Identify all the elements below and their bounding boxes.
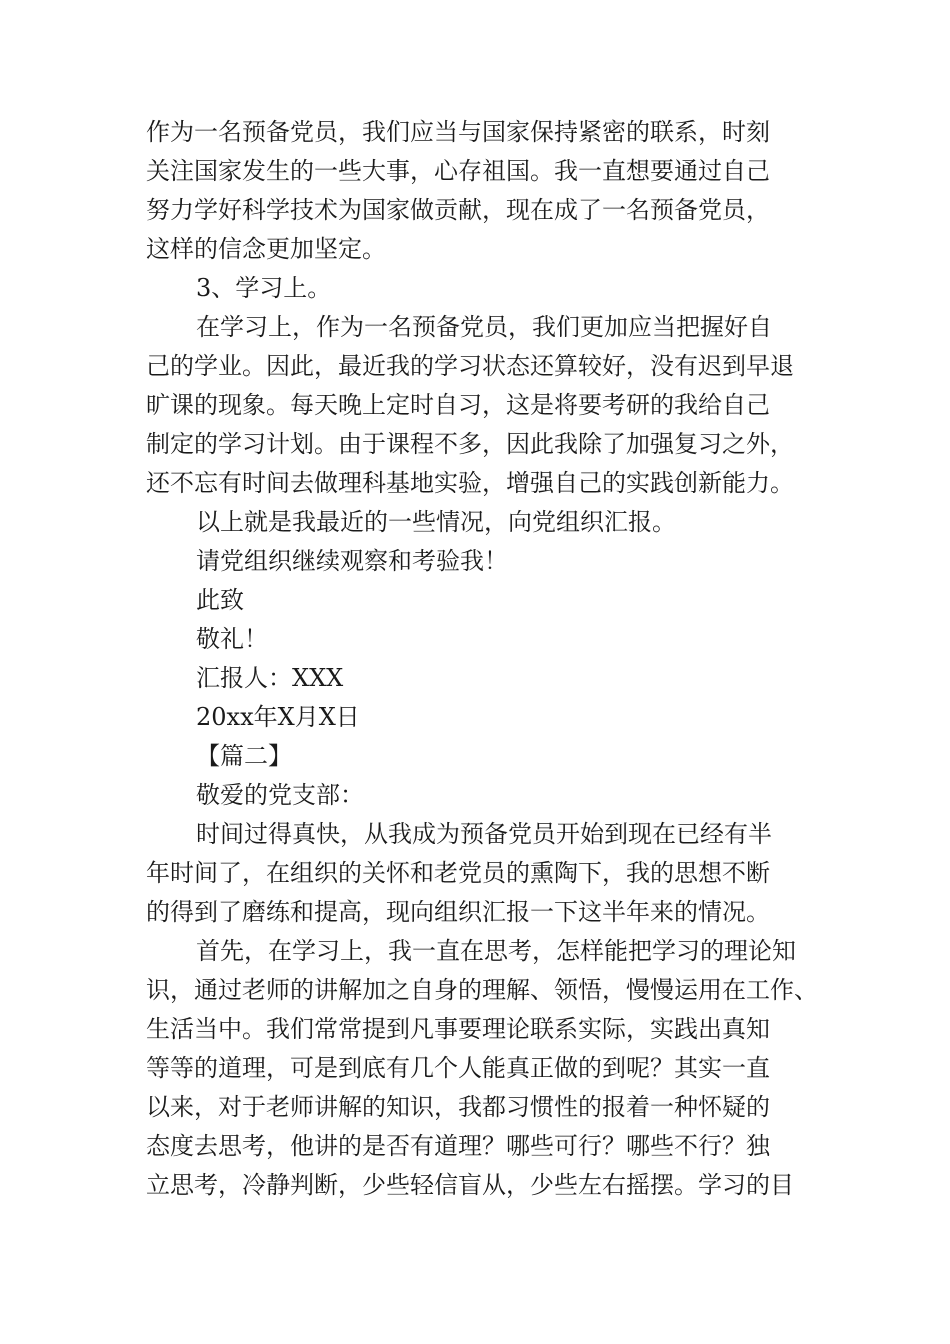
- text-line: 以来，对于老师讲解的知识，我都习惯性的报着一种怀疑的: [146, 1093, 770, 1121]
- paragraph-half-year: [146, 815, 826, 932]
- text-line: 等等的道理，可是到底有几个人能真正做的到呢？其实一直: [146, 1054, 770, 1082]
- closing-regards: 敬礼！: [196, 625, 268, 653]
- reporter-name: 汇报人：XXX: [196, 664, 344, 692]
- paragraph-request: 请党组织继续观察和考验我！: [196, 547, 508, 575]
- text-line: 己的学业。因此，最近我的学习状态还算较好，没有迟到早退: [146, 352, 794, 380]
- text-line: 关注国家发生的一些大事，心存祖国。我一直想要通过自己: [146, 157, 770, 185]
- paragraph-party-member-country: [146, 113, 826, 269]
- closing-salutation: 此致: [196, 586, 244, 614]
- paragraph-summary: 以上就是我最近的一些情况，向党组织汇报。: [196, 508, 676, 536]
- report-date: 20xx年X月X日: [196, 703, 360, 731]
- text-line: 这样的信念更加坚定。: [146, 235, 386, 263]
- text-line: 努力学好科学技术为国家做贡献，现在成了一名预备党员，: [146, 196, 770, 224]
- text-line: 旷课的现象。每天晚上定时自习，这是将要考研的我给自己: [146, 391, 770, 419]
- text-line: 首先，在学习上，我一直在思考，怎样能把学习的理论知: [196, 937, 796, 965]
- text-line: 在学习上，作为一名预备党员，我们更加应当把握好自: [196, 313, 772, 341]
- document-page: [146, 113, 826, 1205]
- item-heading-study: 3、学习上。: [196, 274, 332, 302]
- text-line: 年时间了，在组织的关怀和老党员的熏陶下，我的思想不断: [146, 859, 770, 887]
- text-line: 作为一名预备党员，我们应当与国家保持紧密的联系，时刻: [146, 118, 770, 146]
- text-line: 态度去思考，他讲的是否有道理？哪些可行？哪些不行？独: [146, 1132, 770, 1160]
- text-line: 识，通过老师的讲解加之自身的理解、领悟，慢慢运用在工作、: [146, 976, 818, 1004]
- text-line: 生活当中。我们常常提到凡事要理论联系实际，实践出真知: [146, 1015, 770, 1043]
- text-line: 制定的学习计划。由于课程不多，因此我除了加强复习之外，: [146, 430, 794, 458]
- text-line: 时间过得真快，从我成为预备党员开始到现在已经有半: [196, 820, 772, 848]
- paragraph-study: [146, 308, 826, 503]
- section-heading-part-two: 【篇二】: [196, 742, 292, 770]
- paragraph-first-study: [146, 932, 826, 1205]
- greeting: 敬爱的党支部：: [196, 781, 364, 809]
- text-line: 立思考，冷静判断，少些轻信盲从，少些左右摇摆。学习的目: [146, 1171, 794, 1199]
- text-line: 的得到了磨练和提高，现向组织汇报一下这半年来的情况。: [146, 898, 770, 926]
- text-line: 还不忘有时间去做理科基地实验，增强自己的实践创新能力。: [146, 469, 794, 497]
